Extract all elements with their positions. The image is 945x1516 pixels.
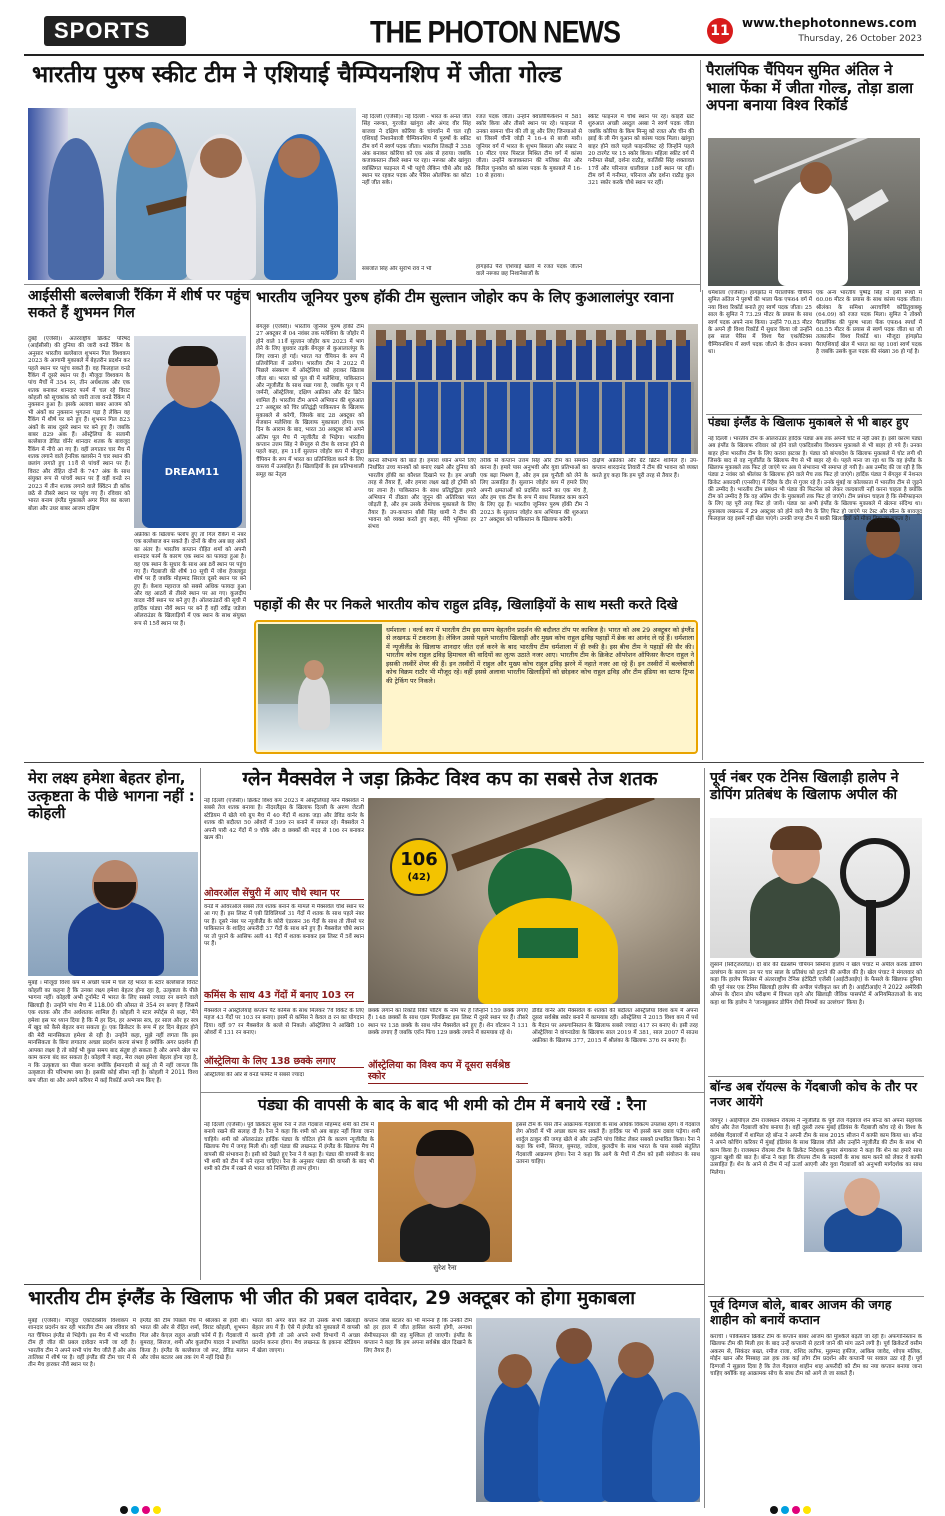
skeet-col2: रजत पदक जीता। उन्होंने क्वालीफिकेशन में 581 स्कोर किया और तीसरे स्थान पर रहे। फाइनल में उनका सामना चीन की ली झू और लिए जिनयाओ से था जिसमें चीनी जोड़ी ने 16-4 से बाजी मारी। जूनियर वर्ग में भारत के शुभम बिसला और सम्राट ने 10 मीटर एयर पिस्टल मिश्रित टीम वर्ग में कांस्य जीता। उन्होंने कजाकस्तान की मलिका सेत और किरिल चुनकोव को कांस्य पदक के मुकाबले में 16-10 से हराया। <box>476 114 582 179</box>
raina-caption: सुरेश रैना <box>433 1264 457 1272</box>
england-headline: भारतीय टीम इंग्लैंड के खिलाफ भी जीत की प्रबल दावेदार, 29 अक्टूबर को होगा मुकाबला <box>28 1288 636 1309</box>
column-rule <box>250 290 251 590</box>
gill-col2: अफ्रीका के खिलाफ फ्लॉप हुए तो गिल रैंकिंग में नंबर एक बल्लेबाज बन सकते हैं। दोनों के बीच अब छह अंकों का अंतर है। भारतीय कप्तान रोहित शर्मा को अपनी शानदार फार्म के कारण एक स्थान का फायदा हुआ है। वह एक स्थान के सुधार के साथ अब 8वें स्थान पर पहुंच गए हैं। गेंदबाजी की शीर्ष 10 सूची में जोश हेजलवुड शीर्ष पर हैं जबकि मोहम्मद सिराज दूसरे स्थान पर बने हुए हैं। केशव महाराज को सबसे अधिक फायदा हुआ और वह आठवें से तीसरे स्थान पर आ गए। कुलदीप यादव नौवें स्थान पर बने हुए हैं। ऑलराउंडरों की सूची में हार्दिक पांड्या नौवें स्थान पर बने हैं वहीं रवींद्र जडेजा ऑलराउंडर के खिलाड़ियों में एक स्थान के साथ संयुक्त रूप से 15वें स्थान पर हैं। <box>134 532 246 627</box>
kohli-text: मुंबई । मौजूदा विश्व कप में अच्छी फॉर्म में चल रहे भारत के स्टार बल्लेबाज विराट कोहली का कहना है कि उनका लक्ष्य हमेशा बेहतर होना रहा है, उत्कृष्टता के पीछे भागना नहीं। कोहली अभी टूर्नामेंट में भारत के लिए सबसे ज्यादा रन बनाने वाले खिलाड़ी हैं। उन्होंने पांच मैच में 118.00 की औसत से 354 रन बनाए हैं जिसमें एक शतक और तीन अर्धशतक शामिल हैं। कोहली ने स्टार स्पोर्ट्स से कहा, 'मैंने हमेशा इस पर ध्यान दिया है कि मैं हर दिन, हर अभ्यास सत्र, हर साल और हर सत्र में खुद को कैसे बेहतर बना सकता हूं। एक क्रिकेटर के रूप में हर दिन बेहतर होने की मेरी मानसिकता हमेशा से रही है। उन्होंने कहा, मुझे नहीं लगता कि इस मानसिकता के बिना लगातार अच्छा प्रदर्शन करना संभव है क्योंकि अगर प्रदर्शन ही आपका लक्ष्य है तो कोई भी कुछ समय बाद संतुष्ट हो सकता है और अपने खेल पर काम करना बंद कर सकता है। कोहली ने कहा, मेरा लक्ष्य हमेशा बेहतर होना रहा है, न कि उत्कृष्टता का पीछा करना क्योंकि ईमानदारी से कहूं तो मैं नहीं जानता कि उत्कृष्टता की परिभाषा क्या है। इसकी कोई सीमा नहीं है। कोहली ने 2011 विश्व कप जीता था और अपने करियर में कई रिकॉर्ड अपने नाम किए हैं। <box>28 980 198 1084</box>
maxwell-col1: नई दिल्ली (एजेंसी)। क्रिकेट विश्व कप 2023 में ऑस्ट्रेलियाई ग्लेन मैक्सवेल ने सबसे तेज शतक बनाया है। नीदरलैंड्स के खिलाफ दिल्ली के अरुण जेटली स्टेडियम में खेले गये ग्रुप मैच में 40 गेंदों में शतक जड़ा और डेविड वार्नर के शतक की बदौलत 50 ओवरों में 399 रन बनाने में सफल रहे। मैक्सवेल ने अपनी पारी 42 गेंदों में 9 चौके और 8 छक्कों की मदद से 106 रन बनाकर खत्म की। <box>204 798 364 841</box>
dravid-headline: पहाड़ों की सैर पर निकले भारतीय कोच राहुल द्रविड़, खिलाड़ियों के साथ मस्ती करते दिखे <box>254 598 678 613</box>
maxwell-subhead-4: ऑस्ट्रेलिया का विश्व कप में दूसरा सर्वश्रेष्ठ स्कोर <box>368 1060 528 1084</box>
column-rule <box>200 768 201 1280</box>
masthead-rule <box>24 54 924 56</box>
england-col4: कप्तान जोस बटलर का भी मानना है कि उनकी टीम को हर हाल में जीत हासिल करनी होगी, अन्यथा सेमीफाइनल की राह मुश्किल हो जाएगी। इंग्लैंड के कप्तान ने कहा कि हम अपना सर्वश्रेष्ठ खेल दिखाने के लिए तैयार हैं। <box>364 1318 472 1354</box>
dravid-text: धर्मशाला । वर्ल्ड कप में भारतीय टीम इस समय बेहतरीन प्रदर्शन की बदौलत टॉप पर काबिज है। भारत को अब 29 अक्टूबर को इंग्लैंड से लखनऊ में टकराना है। लेकिन उससे पहले भारतीय खिलाड़ी और मुख्य कोच राहुल द्रविड़ पहाड़ों में ब्रेक का आनंद ले रहे हैं। धर्मशाला में न्यूजीलैंड के खिलाफ शानदार जीत दर्ज करने के बाद भारतीय टीम धर्मशाला में ही रुकी है। इस बीच टीम ने पहाड़ों की सैर की। भारतीय कोच राहुल द्रविड़ हिमाचल की वादियों का लुत्फ उठाते नजर आए। भारतीय टीम के क्रिकेट ऑपरेशन ऑफिसर कैप्टन राहुल ने इसकी तस्वीरें शेयर की हैं। इन तस्वीरों में राहुल और मुख्य कोच राहुल द्रविड़ झरने में नहाते नजर आ रहे हैं। इन तस्वीरों में बल्लेबाजी कोच विक्रम राठौर भी मौजूद रहे। वहीं इससे अलावा भारतीय खिलाड़ियों को छोड़कर कोच राहुल द्रविड़ और टीम इंडिया का स्टाफ ट्रिप्स की ट्रेकिंग पर निकले। <box>386 626 694 685</box>
color-swatch-black <box>770 1506 778 1514</box>
maxwell-score: 106 <box>400 849 438 870</box>
halep-headline: पूर्व नंबर एक टेनिस खिलाड़ी हालेप ने डोपिंग प्रतिबंध के खिलाफ अपील की <box>710 770 899 803</box>
kohli-headline: मेरा लक्ष्य हमेशा बेहतर होना, उत्कृष्टता के पीछे भागना नहीं : कोहली <box>28 769 195 823</box>
sumit-photo <box>708 138 920 286</box>
hockey-col2: करना सौभाग्य की बात है। हमारा ध्यान अपने लिए निर्धारित उच्च मानकों को बनाए रखने और दुनिया को भारतीय हॉकी का कौशल दिखाने पर है। हम अच्छी तरह से तैयार हैं, और हमारा लक्ष्य खड़े हो ट्रॉफी को घर लाना है। पाकिस्तान के साथ प्रतिद्वंद्विता हमारे अभियान में तीव्रता और जुनून की अतिरिक्त परत जोड़ती है, और हम उसके रोमांचक मुकाबले के लिए तैयार हैं। उप-कप्तान बॉबी सिंह धामी ने टीम की भावना को व्यक्त करते हुए कहा, मेरी भूमिका हर संभव <box>368 458 476 531</box>
color-swatch-magenta <box>142 1506 150 1514</box>
maxwell-col2: छक्के लगाने का रिकॉर्ड रिकी पोंटिंग के नाम पर है जिन्होंने 159 छक्के लगाए हैं। 148 छक्कों के साथ एडम गिलक्रिस्ट इस लिस्ट में दूसरे स्थान पर हैं। तीसरे स्थान पर 138 छक्के के साथ ग्लेन मैक्सवेल बने हुए हैं। शेन वॉटसन ने 131 छक्के लगाए हैं जबकि एरॉन फिंच 129 छक्के लगाने में कामयाब रहे थे। <box>368 1008 528 1037</box>
hockey-col1: बेंगलुरु (एजेंसी)। भारतीय जूनियर पुरुष हॉकी टीम 27 अक्टूबर से 04 नवंबर तक मलेशिया के जोहोर में होने वाले 11वें सुल्तान जोहोर कप 2023 में भाग लेने के लिए बुधवार तड़के बेंगलुरु से कुआलालंपुर के लिए रवाना हो गई। भारत गत चैंपियन के रूप में प्रतियोगिता में उतरेगा। भारतीय टीम ने 2022 में पिछले संस्करण में ऑस्ट्रेलिया को हराकर खिताब जीता था। भारत को पूल बी में मलेशिया, पाकिस्तान और न्यूजीलैंड के साथ रखा गया है, जबकि पूल ए में जर्मनी, ऑस्ट्रेलिया, दक्षिण अफ्रीका और ग्रेट ब्रिटेन शामिल हैं। भारतीय टीम अपने अभियान की शुरुआत 27 अक्टूबर को चिर प्रतिद्वंद्वी पाकिस्तान के खिलाफ मुकाबले से करेगी, जिसके बाद 28 अक्टूबर को मेजबान मलेशिया के खिलाफ मुकाबला होगा। एक दिन के आराम के बाद, भारत 30 अक्टूबर को अपने अंतिम पूल मैच में न्यूजीलैंड से भिड़ेगा। भारतीय कप्तान उत्तम सिंह ने बेंगलुरु से टीम के रवाना होने से पहले कहा, हम 11वें सुल्तान जोहोर कप में मौजूदा चैंपियन के रूप में भारत का प्रतिनिधित्व करने के लिए वास्तव में उत्साहित हैं। खिलाड़ियों के इस प्रतिभाशाली समूह का नेतृत्व <box>256 324 364 478</box>
color-swatch-yellow <box>803 1506 811 1514</box>
england-col1: मुंबई (एजेंसी)। मौजूदा एकदिवसीय विश्वकप में शानदार प्रदर्शन कर रही भारतीय टीम अब रविवार को गत चैंपियन इंग्लैंड से भिड़ेगी। इस मैच में भी भारतीय टीम ही जीत की प्रबल दावेदार मानी जा रही है। भारतीय टीम ने अपने सभी पांच मैच जीते हैं और अंक तालिका में शीर्ष पर है। वहीं इंग्लैंड की टीम चार में से तीन मैच हारकर नौवें स्थान पर है। <box>28 1318 136 1369</box>
maxwell-subhead-3: ऑस्ट्रेलिया के लिए 138 छक्के लगाए <box>204 1056 364 1068</box>
skeet-team-photo <box>28 108 356 280</box>
bond-text: जयपुर । आईपीएल टीम राजस्थान रॉयल्स ने न्यूजीलैंड के पूर्व तेज गेंदबाज शेन बॉन्ड को अपना सहायक कोच और तेज गेंदबाजी कोच बनाया है। वहीं दूसरी तरफ मुंबई इंडियंस के गेंदबाजी कोच रहे थे। विश्व के सर्वश्रेष्ठ गेंदबाजों में शामिल रहे बॉन्ड ने अपनी टीम के साथ 2015 सीजन में काफी काम किया था। बॉन्ड ने अपने कोचिंग करियर में मुंबई इंडियंस के साथ खिताब जीते और उन्होंने न्यूजीलैंड की टीम के साथ भी काम किया है। राजस्थान रॉयल्स टीम के क्रिकेट निदेशक कुमार संगाकारा ने कहा कि शेन का हमारे साथ जुड़ना खुशी की बात है। बॉन्ड ने कहा कि रॉयल्स टीम के सदस्यों के साथ काम करने को लेकर वे काफी उत्साहित हैं। शेन के आने से टीम में नई ऊर्जा आएगी और युवा गेंदबाजों को अनुभवी मार्गदर्शक का साथ मिलेगा। <box>710 1118 922 1176</box>
maxwell-subhead-2: कमिंस के साथ 43 गेंदों में बनाए 103 रन <box>204 990 364 1002</box>
skeet-col3: स्कीट फाइनल में चौथे स्थान पर रहे। काइरी ग्रांटे शुरुआत अच्छी अब्दुल अब्बा ने स्वर्ण पदक जीता जबकि कोरिया के किम मिन्सु को रजत और चीन की झाई के ली मेंग युआन को कांस्य पदक मिला। खांगुरा बाहर होने वाले पहले फाइनलिस्ट रहे जिन्होंने पहले 20 टारगेट पर 15 स्कोर किया। महिला स्कीट वर्ग में गनीमत सेखों, दर्शना राठौड़, कार्तिकी सिंह शक्तावत 17वें और परिनाज धालीवाल 18वें स्थान पर रहीं। टीम वर्ग में गनीमत, परिनाज और दर्शना राठौड़ कुल 321 स्कोर करके चौथे स्थान पर रहीं। <box>588 114 694 187</box>
color-swatch-magenta <box>792 1506 800 1514</box>
raina-headline: पंड्या की वापसी के बाद के बाद भी शमी को टीम में बनाये रखें : रैना <box>257 1096 647 1114</box>
issue-date: Thursday, 26 October 2023 <box>798 34 922 44</box>
skeet-col1-end: सबजोत सिंह और सुरभि राव ने भी <box>362 266 432 272</box>
england-col3: भारत की अगर बात करें तो उसके सभी खिलाड़ी बेहतर लय में हैं। ऐसे में इंग्लैंड को मुकाबले में वापसी करनी होगी तो उसे अपने सभी विभागों में अच्छा प्रदर्शन करना होगा। मैच लखनऊ के इकाना स्टेडियम में खेला जाएगा। <box>252 1318 360 1354</box>
maxwell-balls: (42) <box>407 872 431 883</box>
maxwell-col1d: ऑस्ट्रेलिया की ओर से वनडे फॉर्मेट में सबसे ज्यादा <box>204 1072 304 1078</box>
column-rule <box>702 290 703 760</box>
hockey-team-photo <box>368 324 698 454</box>
page-number-badge: 11 <box>707 18 733 44</box>
bond-headline: बॉन्ड अब रॉयल्स के गेंदबाजी कोच के तौर पर नजर आयेंगे <box>710 1079 918 1109</box>
halep-photo <box>710 818 922 958</box>
maxwell-score-badge <box>390 838 448 896</box>
hockey-col4: दक्षिण अफ्रीका और ग्रेट ब्रिटेन शामिल हैं। उप-कप्तान शारदानंद तिवारी ने टीम की भावना को व्यक्त करते हुए कहा कि हम पूरी तरह से तैयार हैं। <box>592 458 698 479</box>
gill-photo: DREAM11 <box>134 336 246 528</box>
raina-col2: इससे टीम के पास तीन आक्रामक गेंदबाजों के साथ अधिक विकल्प उपलब्ध रहेंगे। ये गेंदबाज लेग ओवरों में भी अच्छा काम कर सकते हैं। हार्दिक पर भी इससे कम दबाव पड़ेगा। शमी शार्दुल ठाकुर की जगह खेले थे और उन्होंने पांच विकेट लेकर सबको प्रभावित किया। रैना ने कहा कि शमी, सिराज, बुमराह, जडेजा, कुलदीप के साथ भारत के पास सबसे संतुलित गेंदबाजी आक्रमण होगा। रैना ने कहा कि आगे के मैचों में टीम को इसी संयोजन के साथ उतरना चाहिए। <box>516 1122 700 1165</box>
shaheen-text: कराची । पाकिस्तान क्रिकेट टीम के कप्तान बाबर आजम की मुश्किलें बढ़ती जा रही हैं। अफगानिस्तान के खिलाफ टीम की मिली हार के बाद उन्हें कप्तानी से हटाये जाने की मांग उठने लगी है। पूर्व क्रिकेटरों वसीम अकरम से, सिकंदर बख्त, रमीज राजा, राशिद लतीफ, मुहम्मद हफीज, आकिब जावेद, शोएब मलिक, मोईन खान और मिस्बाह उल हक तक कई लोग टीम प्रदर्शन और कप्तानी पर सवाल उठा रहे हैं। पूर्व दिग्गजों ने सुझाव दिया है कि तेज गेंदबाज शाहीन शाह अफरीदी को टीम का नया कप्तान बनाया जाना चाहिए क्योंकि वह आक्रामक सोच के साथ टीम को आगे ले जा सकते हैं। <box>710 1334 922 1377</box>
print-registration-bar-right <box>770 1506 830 1514</box>
raina-photo <box>378 1122 512 1262</box>
maxwell-headline: ग्लेन मैक्सवेल ने जड़ा क्रिकेट विश्व कप का सबसे तेज शतक <box>242 768 658 790</box>
skeet-headline: भारतीय पुरुष स्कीट टीम ने एशियाई चैम्पियनशिप में जीता गोल्ड <box>32 62 562 88</box>
section-rule <box>24 284 700 285</box>
gill-col1: दुबई (एजेंसी)। अंतरराष्ट्रीय क्रिकेट परिषद (आईसीसी) की दुनिया की जारी वनडे रैंकिंग के अनुसार भारतीय बल्लेबाज शुभमन गिल विश्वकप 2023 के आगामी मुकाबले में बेहतरीन प्रदर्शन कर पहले स्थान पर पहुंच सकते हैं। वह फिलहाल वनडे रैंकिंग में दूसरे स्थान पर हैं। मौजूदा विश्वकप के पांच मैचों में 354 रन, तीन अर्धशतक और एक शतक बनाकर शानदार फार्म में चल रहे विराट कोहली को सूचकांक को जारी ताजा वनडे रैंकिंग में नुकसान हुआ है। इसके अलावा बाबर आजम को भी अंकों का नुकसान भुगतना पड़ा है लेकिन वह रैंकिंग में शीर्ष पर बने हुए हैं। शुभमन गिल 823 अंकों के साथ दूसरे स्थान पर बने हुए हैं। जबकि बाबर 829 अंक हैं। ऑस्ट्रेलिया के सलामी बल्लेबाज डेविड वॉर्नर शानदार शतक के बावजूद रैंकिंग में नीचे आ गए हैं। वहीं लगातार चार मैच में शतक लगाने वाले हेनरिक क्लासेन ने चार स्थान की छलांग लगाते हुए 11वें से पांचवें स्थान पर हैं। विराट और रोहित दोनों के 747 अंक के साथ संयुक्त रूप से पांचवें स्थान पर हैं वहीं वनडे रन 2023 में तीन शतक लगाने वाले क्विंटन डी कॉक छठे से तीसरे स्थान पर पहुंच गए हैं। रविवार को भारत बनाम इंग्लैंड मुकाबले अगर गिल का बल्ला बोला और उधर बाबर आजम दक्षिण <box>28 336 130 512</box>
gill-headline: आईसीसी बल्लेबाजी रैंकिंग में शीर्ष पर पहुंच सकते हैं शुभमन गिल <box>28 288 250 321</box>
england-team-photo <box>476 1318 700 1502</box>
print-registration-bar <box>120 1506 180 1514</box>
halep-text: लुसाने (स्विट्जरलैंड)। दो बार की ग्रैंडस्लैम चैंपियन सिमोना हालेप ने खेल पंचाट में अपील करके डोपिंग उल्लंघन के कारण उन पर चार साल के प्रतिबंध को हटाने की अपील की है। खेल पंचाट ने मंगलवार को कहा कि हालेप सितंबर में अंतरराष्ट्रीय टेनिस इंटेग्रिटी एजेंसी (आईटीआईए) के फैसले के खिलाफ दुनिया की पूर्व नंबर एक टेनिस खिलाड़ी हालेप की अपील पंजीकृत कर ली है। आईटीआईए ने 2022 अमेरिकी ओपन के दौरान डोप परीक्षण में विफल रहने और खिलाड़ी जैविक पासपोर्ट में अनियमितताओं के बाद कहा था कि हालेप ने 'जानबूझकर डोपिंग रोधी नियमों का उल्लंघन' किया है। <box>710 962 922 1006</box>
skeet-col1: नई दिल्ली (एजेंसी)। नई दिल्ली - भारत के अनंत जीत सिंह नरूका, गुरजोत खांगुरा और अंगद वीर सिंह बाजवा ने दक्षिण कोरिया के चांगवॉन में चल रही एशियाई निशानेबाजी चैम्पियनशिप में पुरुषों के स्कीट टीम वर्ग में स्वर्ण पदक जीता। भारतीय तिकड़ी ने 358 अंक बनाकर कोरिया को एक अंक से हराया। जबकि कजाकस्तान तीसरे स्थान पर रहा। नरूका और खांगुरा व्यक्तिगत फाइनल में भी पहुंचे लेकिन चौथे और छठे स्थान पर रहकर पदक और पेरिस ओलंपिक का कोटा नहीं जीत सके। <box>362 114 471 187</box>
sumit-col2: एक अन्य भारतीय पुष्पेंद्र सिंह ने इसी स्पर्धा में 60.06 मीटर के प्रयास के साथ कांस्य पदक जीता। श्रीलंका के समिथा अराचचिगे कोडितुवाक्कू (64.09) को रजत पदक मिला। सुमित ने तोक्यो पैरालंपिक की पुरुष भाला फेंक एफ64 स्पर्धा में 68.55 मीटर के प्रयास से स्वर्ण पदक जीता था जो तत्कालीन विश्व रिकॉर्ड था। मौजूदा हांगझोउ पैराएशियाई खेल में भारत का यह 10वां स्वर्ण पदक है जबकि उसके कुल पदक की संख्या 36 हो गई है। <box>816 290 922 355</box>
pandya-headline: पंड्या इंग्लैंड के खिलाफ मुकाबले से भी बाहर हुए <box>708 415 909 429</box>
hockey-col3: तरीके से कप्तान उत्तम सिंह और टीम का समर्थन करना है। हमारे पास अनुभवी और युवा प्रतिभाओं का एक बढ़ा मिश्रण है, और हम इस चुनौती को लेने के लिए उत्साहित हैं। सुल्तान जोहोर कप में हमारे लिए अपनी क्षमताओं को प्रदर्शित करने का एक मंच है, और हम एक टीम के रूप में साथ मिलकर काम करने के लिए दृढ़ हैं। भारतीय जूनियर पुरुष हॉकी टीम ने 2023 के सुल्तान जोहोर कप अभियान की शुरुआत 27 अक्टूबर को पाकिस्तान के खिलाफ करेगी। <box>480 458 588 523</box>
masthead-logo: THE PHOTON NEWS <box>370 14 621 50</box>
website-link[interactable]: www.thephotonnews.com <box>742 16 917 30</box>
section-rule <box>24 1284 704 1285</box>
section-label: SPORTS <box>44 16 186 46</box>
section-rule <box>24 762 924 763</box>
maxwell-col1b: वनडे में ओवरऑल सबसे तेज शतक बनाने के मामले में मैक्सवेल चौथे स्थान पर आ गए हैं। इस लिस्ट में एबी डिविलियर्स 31 गेंदों में शतक के साथ पहले नंबर पर हैं। दूसरे नंबर पर न्यूजीलैंड के कोरी एंडरसन 36 गेंदों के साथ तो तीसरे पर पाकिस्तान के शाहिद अफरीदी 37 गेंदों के साथ बने हुए हैं। मैक्सवेल चौथे स्थान पर तो पुराने के आसिफ अली 41 गेंदों में शतक बनाकर इस लिस्ट में 5वें स्थान पर हैं। <box>204 904 364 947</box>
sumit-headline: पैरालंपिक चैंपियन सुमित अंतिल ने भाला फेंका में जीता गोल्ड, तोड़ा डाला अपना बनाया विश्व रिकॉर्ड <box>706 61 914 115</box>
section-rule <box>200 1092 704 1093</box>
skeet-col2-end: हांगझोउ पैरा एशियाई खेलों में रजत पदक जीतने वाले नरूका छह निशानेबाजों के <box>476 264 582 278</box>
column-rule <box>700 60 701 292</box>
sumit-col1: धर्मशाला (एजेंसी)। हांगझोउ में पैरालंपिक चैंपियन सुमित अंतिल ने पुरुषों की भाला फेंक एफ64 वर्ग में नया विश्व रिकॉर्ड बनाते हुए स्वर्ण पदक जीता। 25 साल के सुमित ने 73.29 मीटर के प्रयास के साथ स्वर्ण पदक अपने नाम किया। उन्होंने 70.83 मीटर के अपने ही विश्व रिकॉर्ड में सुधार किया जो उन्होंने इस साल पेरिस में विश्व पैरा एथलेटिक्स चैम्पियनशिप में स्वर्ण पदक जीतने के दौरान बनाया था। <box>708 290 812 355</box>
pandya-text: नई दिल्ली । भारतीय टीम के ऑलराउंडर हार्दिक पंड्या अब तक अपनी चोट से नहीं उबरे हैं। इसी कारण पंड्या अब इंग्लैंड के खिलाफ रविवार को होने वाले एकदिवसीय विश्वकप मुकाबले से भी बाहर हो गये हैं। उनका बाहर होना भारतीय टीम के लिए करारा झटका है। पंड्या को बांग्लादेश के खिलाफ मुकाबले में चोट लगी थी जिसके बाद से वह न्यूजीलैंड के खिलाफ मैच से भी बाहर रहे थे। पहले माना जा रहा था कि वह इंग्लैंड के खिलाफ मुकाबले तक फिट हो जाएंगे पर अब ये संभावना भी समाप्त हो गयी है। अब उम्मीद की जा रही है कि पंड्या 2 नवंबर को श्रीलंका के खिलाफ होने वाले मैच तक फिट हो जाएंगे। हार्दिक पंड्या ने बेंगलुरु में नेशनल क्रिकेट अकादमी (एनसीए) में रिहैब के दौर से गुजर रहे हैं। उनके मुंबई या कोलकाता में भारतीय टीम से जुड़ने की उम्मीद है। भारतीय टीम प्रबंधन भी पंड्या की फिटनेस को लेकर जल्दबाजी नहीं करना चाहता है क्योंकि टीम को उम्मीद है कि वह अंतिम दौर के मुकाबलों तक फिट हो जाएंगे। टीम प्रबंधन चाहता है कि सेमीफाइनल के लिए वह पूरी तरह फिट हो जायें। पंड्या का अभी इंग्लैंड के खिलाफ मुकाबले में खेलना संदिग्ध था। मुकाबला लखनऊ में 29 अक्टूबर को होने वाले मैच के लिए फिट हो जाएंगे पर टेस्ट और स्कैन के बावजूद फिलहाल वह इसमें नहीं खेल पाएंगे। उनकी जगह टीम में बाकी खिलाड़ियों को मौका दिया जा सकता है। <box>708 436 922 522</box>
maxwell-col3: डेविड वार्नर और मैक्सवेल के शतकों की बदौलत ऑस्ट्रेलिया विश्व कप में अपना दूसरा सर्वश्रेष्ठ स्कोर बनाने में कामयाब रही। ऑस्ट्रेलिया ने 2015 विश्व कप में पर्थ के मैदान पर अफगानिस्तान के खिलाफ सबसे ज्यादा 417 रन बनाए थे। इसी तरह ऑस्ट्रेलिया ने वांगनाडेवा के खिलाफ साल 2019 में 381, साल 2007 में साउथ अफ्रीका के खिलाफ 377, 2015 में श्रीलंका के खिलाफ 376 रन बनाए हैं। <box>532 1008 698 1044</box>
section-rule <box>708 1076 924 1077</box>
hockey-headline: भारतीय जूनियर पुरुष हॉकी टीम सुल्तान जोहोर कप के लिए कुआलालंपुर रवाना <box>256 290 674 306</box>
color-swatch-yellow <box>153 1506 161 1514</box>
england-col2: इंग्लैंड की टीम पिछले मैच में श्रीलंका से हारी थी। भारत की ओर से रोहित शर्मा, विराट कोहली, शुभमन गिल और केएल राहुल अच्छी फॉर्म में हैं। गेंदबाजी में बुमराह, सिराज, शमी और कुलदीप यादव ने प्रभावित किया है। इंग्लैंड के बल्लेबाज जो रूट, डेविड मलान और जोस बटलर अब तक रंग में नहीं दिखे हैं। <box>140 1318 248 1361</box>
color-swatch-cyan <box>781 1506 789 1514</box>
shaheen-headline: पूर्व दिग्गज बोले, बाबर आजम की जगह शाहीन को बनायें कप्तान <box>710 1297 892 1327</box>
maxwell-photo <box>368 798 700 1004</box>
column-rule <box>704 768 705 1508</box>
color-swatch-cyan <box>131 1506 139 1514</box>
dravid-photo <box>258 624 382 750</box>
kohli-photo <box>28 852 198 976</box>
maxwell-subhead-1: ओवरऑल सेंचुरी में आए चौथे स्थान पर <box>204 888 364 900</box>
color-swatch-black <box>120 1506 128 1514</box>
maxwell-col1c: मैक्सवेल ने ऑस्ट्रेलियाई कप्तान पैट कमिंस के साथ मिलकर 7वें विकेट के लिए महज 43 गेंदों पर 103 रन बनाए। इसमें से कमिंस ने केवल 8 रन का योगदान दिया। वहीं 97 रन मैक्सवेल के बल्ले से निकले। ऑस्ट्रेलिया ने आखिरी 10 ओवरों में 131 रन बनाए। <box>204 1008 364 1037</box>
raina-col1: नई दिल्ली (एजेंसी)। पूर्व क्रिकेटर सुरेश रैना ने तेज गेंदबाज मोहम्मद शमी को टीम में बनाये रखने की सलाह दी है। रैना ने कहा कि शमी को अब बाहर नहीं किया जाना चाहिये। शमी को ऑलराउंडर हार्दिक पंड्या के चोटिल होने के कारण न्यूजीलैंड के खिलाफ मैच में जगह मिली थी। वहीं पंड्या की लखनऊ में इंग्लैंड के खिलाफ मैच में वापसी की संभावना है। इसी को देखते हुए रैना ने ये कहा है। पंड्या की वापसी के बाद भी शमी को टीम में बने रहना चाहिए। रैना के अनुसार पंड्या की वापसी के बाद भी शमी को टीम में रखने से भारत को निश्चित ही लाभ होगा। <box>204 1122 374 1173</box>
